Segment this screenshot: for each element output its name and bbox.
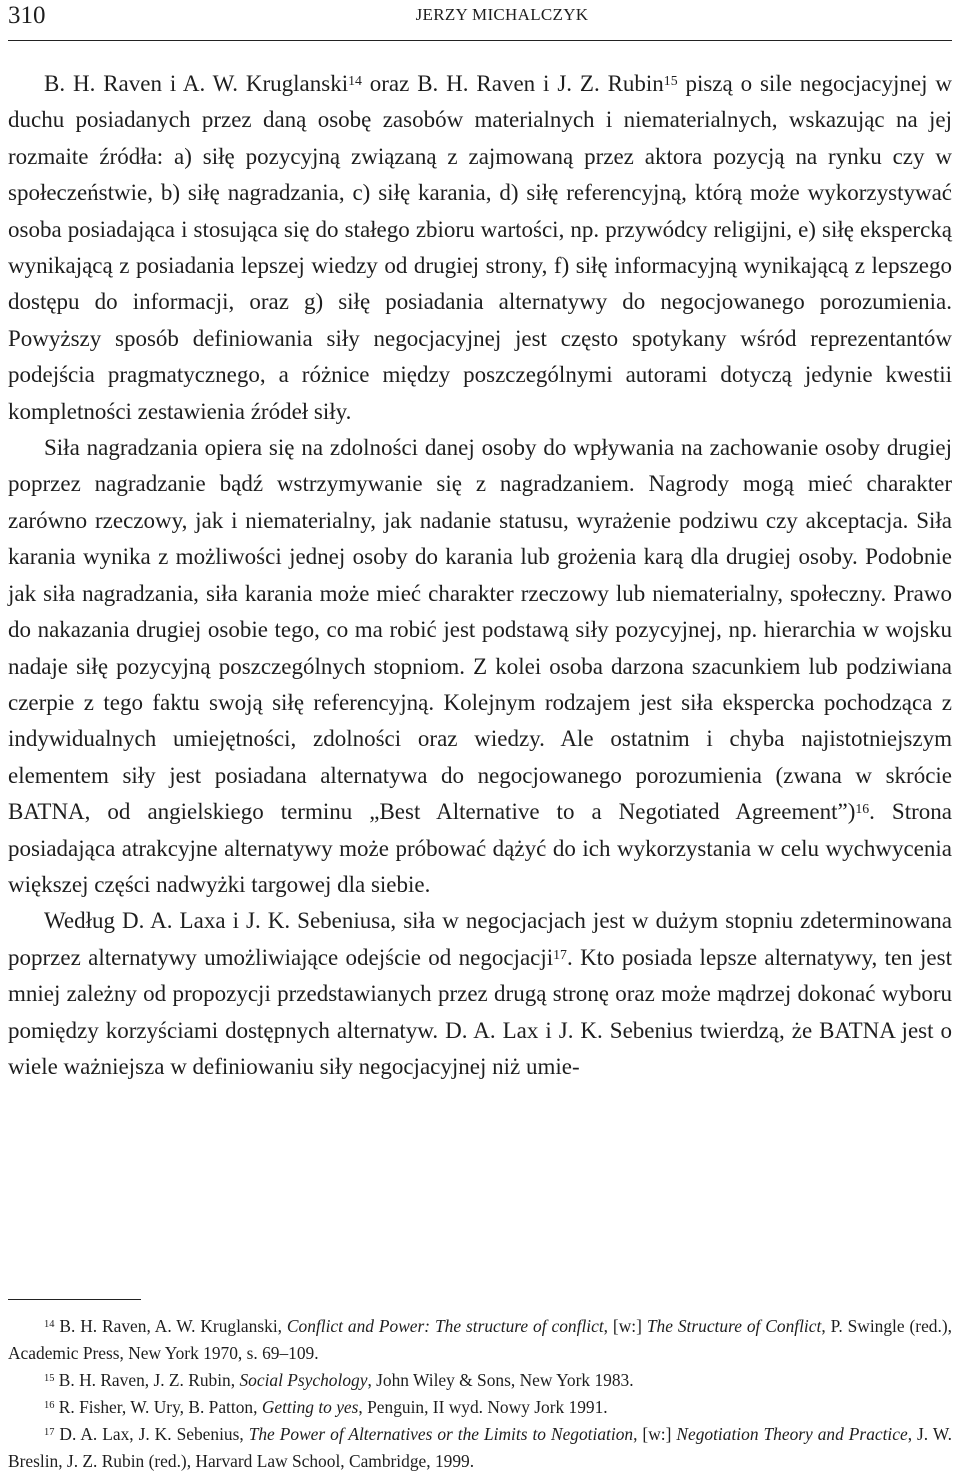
footnote-text: B. H. Raven, A. W. Kruglanski,: [54, 1316, 287, 1336]
footnote-text: B. H. Raven, J. Z. Rubin,: [54, 1370, 240, 1390]
footnote-ref-16: 16: [855, 800, 870, 816]
footnote-title: Social Psychology: [239, 1370, 368, 1390]
paragraph-2-text-b: . Strona posiadająca atrakcyjne alternatywy może próbować dążyć do ich wykorzystania w celu wychwycenia większej części nadwyżki targowej dla siebie.: [8, 799, 952, 897]
footnotes: [8, 1313, 952, 1475]
paragraph-1-text-a: B. H. Raven i A. W. Kruglanski: [44, 71, 349, 96]
footnote-text: D. A. Lax, J. K. Sebenius,: [54, 1424, 249, 1444]
footnote-text: , [w:]: [633, 1424, 677, 1444]
running-head-author: JERZY MICHALCZYK: [415, 5, 589, 24]
footnote-title: Getting to yes: [261, 1397, 359, 1417]
footnote-number: 17: [44, 1426, 55, 1438]
footnote-text: , John Wiley & Sons, New York 1983.: [367, 1370, 634, 1390]
footnote-title: The Structure of Conflict: [646, 1316, 822, 1336]
footnote-title: Conflict and Power: The structure of conflict: [286, 1316, 604, 1336]
body-text: [8, 66, 952, 1085]
footnote-text: , [w:]: [603, 1316, 647, 1336]
footnote-14: [8, 1313, 952, 1367]
footnote-text: , Penguin, II wyd. Nowy Jork 1991.: [358, 1397, 608, 1417]
paragraph-1-text-c: piszą o sile negocjacyjnej w duchu posiadanych przez daną osobę zasobów materialnych i niematerialnych, wskazując na jej rozmaite źródła: a) siłę pozycyjną związaną z zajmowaną przez aktora pozycją na rynku czy w społeczeństwie, b) siłę nagradzania, c) siłę karania, d) siłę referencyjną, którą może wykorzystywać osoba posiadająca i stosująca się do stałego zbioru wartości, np. przywódcy religijni, e) siłę ekspercką wynikającą z posiadania lepszej wiedzy od drugiej strony, f) siłę informacyjną wynikającą z lepszego dostępu do informacji, oraz g) siłę posiadania alternatywy do negocjowanego porozumienia. Powyższy sposób definiowania siły negocjacyjnej jest często spotykany wśród reprezentantów podejścia pragmatycznego, a różnice między poszczególnymi autorami dotyczą jedynie kwestii kompletności zestawienia źródeł siły.: [8, 71, 952, 424]
footnote-text: , J. W. Breslin, J. Z. Rubin (red.), Harvard Law School, Cambridge, 1999.: [8, 1424, 952, 1471]
paragraph-3-text-b: . Kto posiada lepsze alternatywy, ten jest mniej zależny od propozycji przedstawianych przez drugą stronę oraz może mądrzej dokonać wyboru pomiędzy korzyściami dostępnych alternatyw. D. A. Lax i J. K. Sebenius twierdzą, że BATNA jest o wiele ważniejsza w definiowaniu siły negocjacyjnej niż umie-: [8, 944, 952, 1079]
footnote-15: [8, 1367, 952, 1394]
footnote-number: 15: [44, 1372, 55, 1384]
footnote-number: 14: [44, 1318, 55, 1330]
paragraph-3-text-a: Według D. A. Laxa i J. K. Sebeniusa, siła w negocjacjach jest w dużym stopniu zdeterminowana poprzez alternatywy umożliwiające odejście od negocjacji: [8, 908, 952, 970]
footnote-16: [8, 1394, 952, 1421]
footnote-text: , P. Swingle (red.), Academic Press, New York 1970, s. 69–109.: [8, 1316, 952, 1363]
footnote-ref-14: 14: [348, 72, 362, 88]
footnote-title: The Power of Alternatives or the Limits to Negotiation: [248, 1424, 634, 1444]
footnote-ref-15: 15: [663, 72, 678, 88]
paragraph-3: [8, 903, 952, 1085]
footnote-title: Negotiation Theory and Practice: [676, 1424, 908, 1444]
footnote-17: [8, 1421, 952, 1475]
paragraph-2-text-a: Siła nagradzania opiera się na zdolności danej osoby do wpływania na zachowanie osoby drugiej poprzez nagradzanie bądź wstrzymywanie się z nagradzaniem. Nagrody mogą mieć charakter zarówno rzeczowy, jak i niematerialny, jak nadanie statusu, wyrażenie podziwu czy akceptacja. Siła karania wynika z możliwości jednej osoby do karania lub grożenia karą dla drugiej osoby. Podobnie jak siła nagradzania, siła karania może mieć charakter rzeczowy lub niematerialny, społeczny. Prawo do nakazania drugiej osobie tego, co ma robić jest podstawą siły pozycyjnej, np. hierarchia w wojsku nadaje siłę pozycyjną poszczególnych stopniom. Z kolei osoba darzona szacunkiem lub podziwiana czerpie z tego faktu swoją siłę referencyjną. Kolejnym rodzajem jest siła ekspercka pochodząca z indywidualnych umiejętności, zdolności oraz wiedzy. Ale ostatnim i chyba najistotniejszym elementem siły jest posiadana alternatywa do negocjowanego porozumienia (zwana w skrócie BATNA, od angielskiego terminu „Best Alternative to a Negotiated Agreement”): [8, 435, 952, 825]
footnote-ref-17: 17: [553, 946, 567, 962]
page-header: [8, 2, 952, 32]
paragraph-1-text-b: oraz B. H. Raven i J. Z. Rubin: [361, 71, 664, 96]
header-rule: [8, 40, 952, 41]
page-number: 310: [8, 2, 46, 29]
paragraph-2: [8, 430, 952, 903]
footnote-number: 16: [44, 1399, 55, 1411]
footnote-text: R. Fisher, W. Ury, B. Patton,: [54, 1397, 262, 1417]
paragraph-1: [8, 66, 952, 430]
footnote-separator: [8, 1299, 141, 1300]
